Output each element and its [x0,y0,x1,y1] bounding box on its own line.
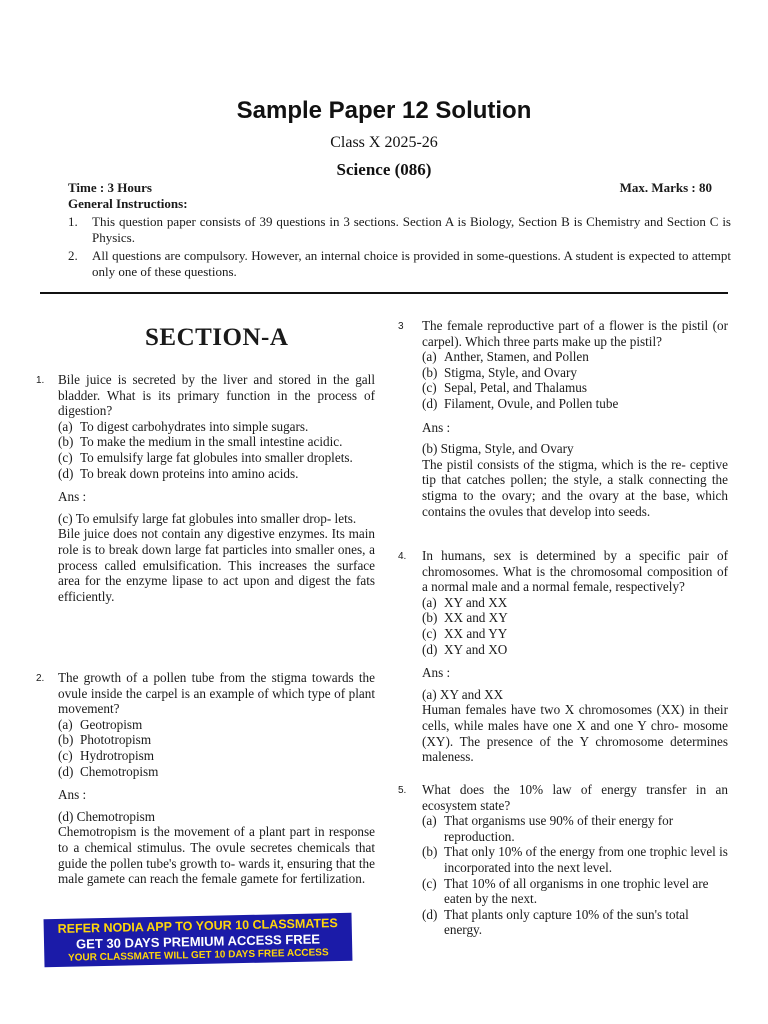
option [58,748,375,764]
question-3 [398,318,728,519]
question-body [422,782,728,938]
max-marks: Max. Marks : 80 [619,180,712,195]
option-text: That only 10% of the energy from one trophic level is incorporated into the next level. [444,844,728,875]
option-text: XY and XO [444,641,508,657]
question-stem: The growth of a pollen tube from the stigma towards the ovule inside the carpel is an example of which type of plant movement? [58,670,375,717]
option [422,365,728,381]
option-label: (c) [422,380,437,396]
instruction-number: 1. [68,214,78,229]
option-text: To break down proteins into amino acids. [80,465,299,481]
option-text: XX and YY [444,625,508,641]
banner-line-2: GET 30 DAYS PREMIUM ACCESS FREE [75,931,321,952]
option [422,626,728,642]
option-text: Geotropism [80,716,143,732]
option-text: To digest carbohydrates into simple sugars. [80,418,309,434]
class-line: Class X 2025-26 [330,134,438,151]
answer-label: Ans : [58,489,87,505]
instruction-item [68,214,731,246]
option-text: That 10% of all organisms in one trophic level are eaten by the next. [444,875,709,907]
option-label: (c) [58,449,73,465]
option-label: (b) [58,434,74,450]
answer-label: Ans : [58,787,87,803]
instruction-item [68,248,731,280]
question-number: 5. [398,785,407,796]
option-label: (a) [58,418,73,434]
general-instructions-heading: General Instructions: [68,196,188,211]
option-text: XX and XY [444,610,508,626]
option-label: (a) [422,349,437,365]
option [58,434,375,450]
explanation-text: The pistil consists of the stigma, which is the re- ceptive tip that catches pollen; the style, a stalk connecting the stigma to the ovary; and the ovary at the base, which contains the ovules that develop into seeds. [422,456,728,519]
option [58,466,375,482]
option-label: (d) [422,641,438,657]
question-number: 2. [36,673,45,684]
option-text: Filament, Ovule, and Pollen tube [444,395,619,411]
option-label: (b) [422,364,438,380]
option [422,813,728,844]
question-body [422,318,728,519]
answer-text: (b) Stigma, Style, and Ovary [422,441,574,457]
option-label: (d) [422,395,438,411]
banner-line-3: YOUR CLASSMATE WILL GET 10 DAYS FREE ACCESS [67,947,329,964]
header-divider [40,292,728,294]
option-text: To emulsify large fat globules into smaller droplets. [80,449,353,465]
option-text: XY and XX [444,594,508,610]
option-text: Hydrotropism [80,747,154,763]
option-text: Chemotropism [80,763,159,779]
question-5 [398,782,728,938]
option [422,844,728,875]
option-text: That organisms use 90% of their energy for reproduction. [444,813,674,844]
question-number: 4. [398,551,407,562]
option-label: (d) [58,465,74,481]
option-label: (b) [422,610,438,626]
question-number: 3 [398,321,404,332]
question-2 [36,670,375,887]
section-heading: SECTION-A [145,324,289,351]
option [422,642,728,658]
referral-banner[interactable] [44,913,353,967]
option [58,450,375,466]
option [422,876,728,907]
question-stem: In humans, sex is determined by a specific pair of chromosomes. What is the chromosomal composition of a normal male and a normal female, respectively? [422,548,728,595]
option [58,732,375,748]
option [422,349,728,365]
instruction-number: 2. [68,248,78,263]
option [422,380,728,396]
option-label: (a) [58,716,73,732]
time-allowed: Time : 3 Hours [68,180,152,195]
subject-line: Science (086) [336,160,432,179]
question-1 [36,372,375,604]
option-label: (b) [422,844,438,860]
option-text: Anther, Stamen, and Pollen [444,349,589,365]
option [422,396,728,412]
option [422,610,728,626]
option-text: Phototropism [80,732,152,748]
option-text: That plants only capture 10% of the sun's total energy. [444,906,689,938]
option [422,907,728,938]
option-text: Stigma, Style, and Ovary [444,364,577,380]
option-label: (c) [422,625,437,641]
question-4 [398,548,728,765]
question-stem: The female reproductive part of a flower is the pistil (or carpel). Which three parts make up the pistil? [422,318,728,349]
option-label: (a) [422,813,437,829]
page-title: Sample Paper 12 Solution [236,97,532,124]
question-stem: Bile juice is secreted by the liver and stored in the gall bladder. What is its primary function in the process of digestion? [58,372,375,419]
explanation-text: Chemotropism is the movement of a plant part in response to a chemical stimulus. The ovule secretes chemicals that guide the pollen tube's growth to- wards it, ensuring that the male gamete can reach the female gamete for fertilization. [58,824,375,887]
option-label: (d) [58,763,74,779]
answer-text: (d) Chemotropism [58,808,156,824]
question-body [422,548,728,765]
option-label: (d) [422,906,438,922]
instruction-text: All questions are compulsory. However, an internal choice is provided in some-questions. A student is expected to attempt only one of these questions. [92,248,731,279]
option-label: (a) [422,594,437,610]
explanation-text: Human females have two X chromosomes (XX) in their cells, while males have one X and one Y chro- mosome (XY). The presence of the Y chromosome determines maleness. [422,702,728,765]
option [422,595,728,611]
option-label: (b) [58,732,74,748]
option-label: (c) [422,875,437,891]
option-text: To make the medium in the small intestine acidic. [80,434,343,450]
instruction-text: This question paper consists of 39 questions in 3 sections. Section A is Biology, Section B is Chemistry and Section C is Physics. [92,214,731,245]
answer-label: Ans : [422,665,451,681]
answer-text: (a) XY and XX [422,686,504,702]
answer-text: (c) To emulsify large fat globules into smaller drop- lets. [58,510,357,526]
option-text: Sepal, Petal, and Thalamus [444,380,587,396]
question-stem: What does the 10% law of energy transfer in an ecosystem state? [422,782,728,813]
question-number: 1. [36,375,45,386]
question-body [58,372,375,604]
option [58,419,375,435]
option [58,717,375,733]
question-body [58,670,375,887]
explanation-text: Bile juice does not contain any digestive enzymes. Its main role is to break down large fat particles into smaller ones, a process called emulsification. This increases the surface area for the enzyme lipase to act upon and digest the fats efficiently. [58,526,375,604]
option [58,764,375,780]
answer-label: Ans : [422,419,451,435]
banner-line-1: REFER NODIA APP TO YOUR 10 CLASSMATES [57,916,338,936]
option-label: (c) [58,747,73,763]
